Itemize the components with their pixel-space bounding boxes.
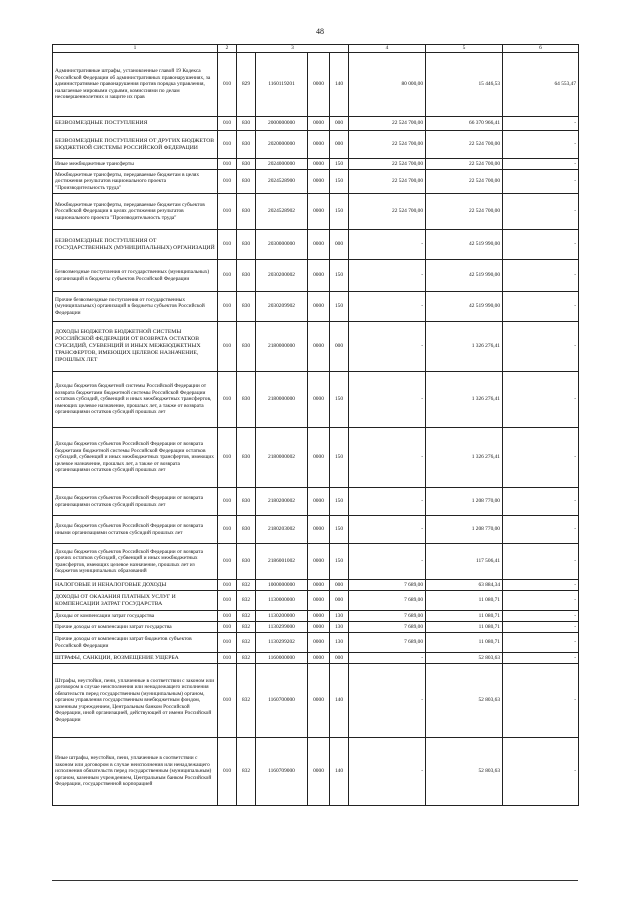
table-row <box>53 591 579 611</box>
budget-code-cell: 2186001002 <box>256 544 308 580</box>
chapter-code-cell: 830 <box>237 117 256 131</box>
program-code-cell: 0000 <box>308 488 330 516</box>
approved-amount-cell: 80 000,00 <box>349 53 426 117</box>
row-name-cell: ДОХОДЫ БЮДЖЕТОВ БЮДЖЕТНОЙ СИСТЕМЫ РОССИЙСКОЙ ФЕДЕРАЦИИ ОТ ВОЗВРАТА ОСТАТКОВ СУБСИДИЙ, СУБВЕНЦИЙ И ИНЫХ МЕЖБЮДЖЕТНЫХ ТРАНСФЕРТОВ, ИМЕЮЩИХ ЦЕЛЕВОЕ НАЗНАЧЕНИЕ, ПРОШЛЫХ ЛЕТ <box>53 322 218 372</box>
budget-code-cell: 1160000000 <box>256 653 308 664</box>
kosgu-code-cell: 000 <box>330 117 349 131</box>
chapter-code-cell: 829 <box>237 53 256 117</box>
table-row <box>53 230 579 260</box>
unexecuted-amount-cell: - <box>503 738 579 806</box>
executed-amount-cell: 1 326 276,41 <box>426 372 503 428</box>
table-row <box>53 159 579 170</box>
budget-code-cell: 2024528902 <box>256 194 308 230</box>
budget-code-cell: 2180000000 <box>256 322 308 372</box>
admin-code-cell: 010 <box>218 372 237 428</box>
executed-amount-cell: 11 080,71 <box>426 591 503 611</box>
table-row <box>53 622 579 633</box>
budget-code-cell: 2000000000 <box>256 117 308 131</box>
table-row <box>53 131 579 159</box>
kosgu-code-cell: 150 <box>330 488 349 516</box>
kosgu-code-cell: 150 <box>330 159 349 170</box>
budget-code-cell: 1160119201 <box>256 53 308 117</box>
chapter-code-cell: 830 <box>237 372 256 428</box>
table-row <box>53 633 579 653</box>
chapter-code-cell: 830 <box>237 544 256 580</box>
executed-amount-cell: 52 803,63 <box>426 653 503 664</box>
unexecuted-amount-cell: - <box>503 488 579 516</box>
kosgu-code-cell: 000 <box>330 322 349 372</box>
program-code-cell: 0000 <box>308 622 330 633</box>
program-code-cell: 0000 <box>308 428 330 488</box>
unexecuted-amount-cell: - <box>503 170 579 194</box>
budget-code-cell: 1130200000 <box>256 611 308 622</box>
unexecuted-amount-cell: - <box>503 591 579 611</box>
executed-amount-cell: 1 208 770,00 <box>426 516 503 544</box>
kosgu-code-cell: 140 <box>330 664 349 738</box>
program-code-cell: 0000 <box>308 633 330 653</box>
chapter-code-cell: 830 <box>237 488 256 516</box>
admin-code-cell: 010 <box>218 633 237 653</box>
row-name-cell: Доходы от компенсации затрат государства <box>53 611 218 622</box>
kosgu-code-cell: 150 <box>330 194 349 230</box>
program-code-cell: 0000 <box>308 117 330 131</box>
table-row <box>53 611 579 622</box>
budget-code-cell: 2180200002 <box>256 488 308 516</box>
executed-amount-cell: 52 803,63 <box>426 738 503 806</box>
admin-code-cell: 010 <box>218 194 237 230</box>
approved-amount-cell: 22 524 700,00 <box>349 194 426 230</box>
budget-code-cell: 2180203002 <box>256 516 308 544</box>
chapter-code-cell: 830 <box>237 159 256 170</box>
kosgu-code-cell: 140 <box>330 53 349 117</box>
approved-amount-cell: - <box>349 260 426 292</box>
table-row <box>53 292 579 322</box>
approved-amount-cell: - <box>349 664 426 738</box>
row-name-cell: БЕЗВОЗМЕЗДНЫЕ ПОСТУПЛЕНИЯ ОТ ДРУГИХ БЮДЖЕТОВ БЮДЖЕТНОЙ СИСТЕМЫ РОССИЙСКОЙ ФЕДЕРАЦИИ <box>53 131 218 159</box>
unexecuted-amount-cell: - <box>503 372 579 428</box>
executed-amount-cell: 15 446,53 <box>426 53 503 117</box>
budget-code-cell: 2180000000 <box>256 372 308 428</box>
table-row <box>53 488 579 516</box>
table-row <box>53 194 579 230</box>
table-row <box>53 580 579 591</box>
kosgu-code-cell: 150 <box>330 292 349 322</box>
kosgu-code-cell: 130 <box>330 622 349 633</box>
approved-amount-cell: 7 689,00 <box>349 611 426 622</box>
executed-amount-cell: 1 326 276,41 <box>426 428 503 488</box>
chapter-code-cell: 830 <box>237 170 256 194</box>
chapter-code-cell: 832 <box>237 611 256 622</box>
approved-amount-cell: - <box>349 488 426 516</box>
executed-amount-cell: 42 519 990,00 <box>426 260 503 292</box>
admin-code-cell: 010 <box>218 580 237 591</box>
table-row <box>53 322 579 372</box>
executed-amount-cell: 22 524 700,00 <box>426 194 503 230</box>
kosgu-code-cell: 130 <box>330 633 349 653</box>
approved-amount-cell: 7 689,00 <box>349 591 426 611</box>
budget-code-cell: 2024000000 <box>256 159 308 170</box>
budget-code-cell: 1160700000 <box>256 664 308 738</box>
approved-amount-cell: 7 689,00 <box>349 622 426 633</box>
executed-amount-cell: 1 208 770,00 <box>426 488 503 516</box>
executed-amount-cell: 42 519 990,00 <box>426 292 503 322</box>
approved-amount-cell: 22 524 700,00 <box>349 170 426 194</box>
admin-code-cell: 010 <box>218 117 237 131</box>
admin-code-cell: 010 <box>218 591 237 611</box>
approved-amount-cell: - <box>349 544 426 580</box>
row-name-cell: Безвозмездные поступления от государственных (муниципальных) организаций в бюджеты субъектов Российской Федерации <box>53 260 218 292</box>
admin-code-cell: 010 <box>218 322 237 372</box>
program-code-cell: 0000 <box>308 194 330 230</box>
chapter-code-cell: 832 <box>237 633 256 653</box>
unexecuted-amount-cell: - <box>503 292 579 322</box>
admin-code-cell: 010 <box>218 653 237 664</box>
kosgu-code-cell: 150 <box>330 516 349 544</box>
admin-code-cell: 010 <box>218 292 237 322</box>
program-code-cell: 0000 <box>308 372 330 428</box>
kosgu-code-cell: 130 <box>330 611 349 622</box>
header-col-5: 5 <box>426 45 503 53</box>
executed-amount-cell: 22 524 700,00 <box>426 131 503 159</box>
program-code-cell: 0000 <box>308 230 330 260</box>
table-row <box>53 117 579 131</box>
budget-code-cell: 1130000000 <box>256 591 308 611</box>
row-name-cell: ШТРАФЫ, САНКЦИИ, ВОЗМЕЩЕНИЕ УЩЕРБА <box>53 653 218 664</box>
program-code-cell: 0000 <box>308 292 330 322</box>
table-header-row <box>53 45 579 53</box>
program-code-cell: 0000 <box>308 591 330 611</box>
row-name-cell: Межбюджетные трансферты, передаваемые бюджетам в целях достижения результатов национального проекта "Производительность труда" <box>53 170 218 194</box>
chapter-code-cell: 832 <box>237 664 256 738</box>
approved-amount-cell: - <box>349 428 426 488</box>
budget-code-cell: 2030000000 <box>256 230 308 260</box>
kosgu-code-cell: 150 <box>330 372 349 428</box>
table-row <box>53 260 579 292</box>
executed-amount-cell: 42 519 990,00 <box>426 230 503 260</box>
program-code-cell: 0000 <box>308 170 330 194</box>
program-code-cell: 0000 <box>308 322 330 372</box>
row-name-cell: Доходы бюджетов бюджетной системы Российской Федерации от возврата бюджетами бюджетной системы Российской Федерации остатков субсидий, субвенций и иных межбюджетных трансфертов, имеющих целевое назначение, прошлых лет, а также от возврата организациями остатков субсидий прошлых лет <box>53 372 218 428</box>
approved-amount-cell: - <box>349 516 426 544</box>
program-code-cell: 0000 <box>308 653 330 664</box>
budget-code-cell: 1130299000 <box>256 622 308 633</box>
row-name-cell: Прочие доходы от компенсации затрат бюджетов субъектов Российской Федерации <box>53 633 218 653</box>
unexecuted-amount-cell: - <box>503 664 579 738</box>
budget-code-cell: 2024528900 <box>256 170 308 194</box>
executed-amount-cell: 11 080,71 <box>426 611 503 622</box>
unexecuted-amount-cell: - <box>503 611 579 622</box>
admin-code-cell: 010 <box>218 230 237 260</box>
admin-code-cell: 010 <box>218 738 237 806</box>
unexecuted-amount-cell: - <box>503 428 579 488</box>
chapter-code-cell: 832 <box>237 738 256 806</box>
executed-amount-cell: 11 080,71 <box>426 633 503 653</box>
admin-code-cell: 010 <box>218 428 237 488</box>
unexecuted-amount-cell: - <box>503 194 579 230</box>
kosgu-code-cell: 000 <box>330 653 349 664</box>
unexecuted-amount-cell: - <box>503 159 579 170</box>
row-name-cell: Иные межбюджетные трансферты <box>53 159 218 170</box>
table-row <box>53 653 579 664</box>
unexecuted-amount-cell: - <box>503 580 579 591</box>
chapter-code-cell: 830 <box>237 194 256 230</box>
chapter-code-cell: 830 <box>237 131 256 159</box>
table-row <box>53 53 579 117</box>
kosgu-code-cell: 000 <box>330 230 349 260</box>
table-row <box>53 544 579 580</box>
chapter-code-cell: 830 <box>237 428 256 488</box>
row-name-cell: Доходы бюджетов субъектов Российской Федерации от возврата прочих остатков субсидий, субвенций и иных межбюджетных трансфертов, имеющих целевое назначение, прошлых лет из бюджетов муниципальных образований <box>53 544 218 580</box>
executed-amount-cell: 117 506,41 <box>426 544 503 580</box>
kosgu-code-cell: 140 <box>330 738 349 806</box>
program-code-cell: 0000 <box>308 738 330 806</box>
kosgu-code-cell: 150 <box>330 260 349 292</box>
chapter-code-cell: 830 <box>237 516 256 544</box>
chapter-code-cell: 832 <box>237 622 256 633</box>
table-row <box>53 664 579 738</box>
row-name-cell: НАЛОГОВЫЕ И НЕНАЛОГОВЫЕ ДОХОДЫ <box>53 580 218 591</box>
chapter-code-cell: 830 <box>237 230 256 260</box>
chapter-code-cell: 832 <box>237 653 256 664</box>
budget-code-cell: 1130299202 <box>256 633 308 653</box>
header-col-3: 3 <box>237 45 349 53</box>
unexecuted-amount-cell: - <box>503 633 579 653</box>
approved-amount-cell: - <box>349 322 426 372</box>
table-row <box>53 516 579 544</box>
budget-code-cell: 2020000000 <box>256 131 308 159</box>
program-code-cell: 0000 <box>308 516 330 544</box>
executed-amount-cell: 1 326 276,41 <box>426 322 503 372</box>
table-row <box>53 372 579 428</box>
unexecuted-amount-cell: - <box>503 622 579 633</box>
executed-amount-cell: 22 524 700,00 <box>426 170 503 194</box>
approved-amount-cell: - <box>349 230 426 260</box>
approved-amount-cell: - <box>349 372 426 428</box>
program-code-cell: 0000 <box>308 159 330 170</box>
kosgu-code-cell: 150 <box>330 544 349 580</box>
kosgu-code-cell: 000 <box>330 131 349 159</box>
chapter-code-cell: 830 <box>237 292 256 322</box>
chapter-code-cell: 830 <box>237 260 256 292</box>
approved-amount-cell: 7 689,00 <box>349 580 426 591</box>
admin-code-cell: 010 <box>218 611 237 622</box>
unexecuted-amount-cell: - <box>503 516 579 544</box>
executed-amount-cell: 66 370 966,41 <box>426 117 503 131</box>
unexecuted-amount-cell: - <box>503 544 579 580</box>
page-bottom-line <box>52 880 578 881</box>
row-name-cell: ДОХОДЫ ОТ ОКАЗАНИЯ ПЛАТНЫХ УСЛУГ И КОМПЕНСАЦИИ ЗАТРАТ ГОСУДАРСТВА <box>53 591 218 611</box>
kosgu-code-cell: 150 <box>330 428 349 488</box>
admin-code-cell: 010 <box>218 664 237 738</box>
chapter-code-cell: 830 <box>237 322 256 372</box>
row-name-cell: Межбюджетные трансферты, передаваемые бюджетам субъектов Российской Федерации в целях достижения результатов национального проекта "Производительность труда" <box>53 194 218 230</box>
table-row <box>53 170 579 194</box>
admin-code-cell: 010 <box>218 260 237 292</box>
budget-code-cell: 2030209902 <box>256 292 308 322</box>
executed-amount-cell: 11 080,71 <box>426 622 503 633</box>
budget-code-cell: 1000000000 <box>256 580 308 591</box>
admin-code-cell: 010 <box>218 53 237 117</box>
budget-code-cell: 2180000002 <box>256 428 308 488</box>
unexecuted-amount-cell: - <box>503 131 579 159</box>
row-name-cell: Иные штрафы, неустойки, пени, уплаченные в соответствии с законом или договором в случае неисполнения или ненадлежащего исполнения обязательств перед государственным (муниципальным) органом, казенным учреждением, Центральным банком Российской Федерации, государственной корпорацией <box>53 738 218 806</box>
unexecuted-amount-cell: - <box>503 260 579 292</box>
admin-code-cell: 010 <box>218 170 237 194</box>
approved-amount-cell: 7 689,00 <box>349 633 426 653</box>
unexecuted-amount-cell: - <box>503 322 579 372</box>
approved-amount-cell: 22 524 700,00 <box>349 159 426 170</box>
row-name-cell: Доходы бюджетов субъектов Российской Федерации от возврата бюджетами бюджетной системы Российской Федерации остатков субсидий, субвенций и иных межбюджетных трансфертов, имеющих целевое назначение, прошлых лет, а также от возврата организациями остатков субсидий прошлых лет <box>53 428 218 488</box>
header-col-4: 4 <box>349 45 426 53</box>
program-code-cell: 0000 <box>308 664 330 738</box>
executed-amount-cell: 22 524 700,00 <box>426 159 503 170</box>
admin-code-cell: 010 <box>218 544 237 580</box>
program-code-cell: 0000 <box>308 544 330 580</box>
unexecuted-amount-cell: 64 553,47 <box>503 53 579 117</box>
row-name-cell: БЕЗВОЗМЕЗДНЫЕ ПОСТУПЛЕНИЯ <box>53 117 218 131</box>
header-col-2: 2 <box>218 45 237 53</box>
table-row <box>53 428 579 488</box>
row-name-cell: Доходы бюджетов субъектов Российской Федерации от возврата иными организациями остатков субсидий прошлых лет <box>53 516 218 544</box>
admin-code-cell: 010 <box>218 159 237 170</box>
budget-code-cell: 1160709000 <box>256 738 308 806</box>
kosgu-code-cell: 150 <box>330 170 349 194</box>
admin-code-cell: 010 <box>218 622 237 633</box>
kosgu-code-cell: 000 <box>330 591 349 611</box>
unexecuted-amount-cell: - <box>503 653 579 664</box>
chapter-code-cell: 832 <box>237 591 256 611</box>
approved-amount-cell: - <box>349 653 426 664</box>
header-col-6: 6 <box>503 45 579 53</box>
unexecuted-amount-cell: - <box>503 230 579 260</box>
approved-amount-cell: 22 524 700,00 <box>349 117 426 131</box>
row-name-cell: Прочие безвозмездные поступления от государственных (муниципальных) организаций в бюджеты субъектов Российской Федерации <box>53 292 218 322</box>
admin-code-cell: 010 <box>218 516 237 544</box>
approved-amount-cell: - <box>349 292 426 322</box>
program-code-cell: 0000 <box>308 53 330 117</box>
admin-code-cell: 010 <box>218 131 237 159</box>
page-number: 48 <box>316 27 324 36</box>
kosgu-code-cell: 000 <box>330 580 349 591</box>
approved-amount-cell: 22 524 700,00 <box>349 131 426 159</box>
row-name-cell: Административные штрафы, установленные главой 19 Кодекса Российской Федерации об административных правонарушениях, за административные правонарушения против порядка управления, налагаемые мировыми судьями, комиссиями по делам несовершеннолетних и защите их прав <box>53 53 218 117</box>
program-code-cell: 0000 <box>308 611 330 622</box>
approved-amount-cell: - <box>349 738 426 806</box>
table-row <box>53 738 579 806</box>
unexecuted-amount-cell: - <box>503 117 579 131</box>
admin-code-cell: 010 <box>218 488 237 516</box>
header-col-1: 1 <box>53 45 218 53</box>
program-code-cell: 0000 <box>308 580 330 591</box>
row-name-cell: БЕЗВОЗМЕЗДНЫЕ ПОСТУПЛЕНИЯ ОТ ГОСУДАРСТВЕННЫХ (МУНИЦИПАЛЬНЫХ) ОРГАНИЗАЦИЙ <box>53 230 218 260</box>
chapter-code-cell: 832 <box>237 580 256 591</box>
program-code-cell: 0000 <box>308 131 330 159</box>
row-name-cell: Прочие доходы от компенсации затрат государства <box>53 622 218 633</box>
row-name-cell: Доходы бюджетов субъектов Российской Федерации от возврата организациями остатков субсидий прошлых лет <box>53 488 218 516</box>
executed-amount-cell: 63 884,34 <box>426 580 503 591</box>
row-name-cell: Штрафы, неустойки, пени, уплаченные в соответствии с законом или договором в случае неисполнения или ненадлежащего исполнения обязательств перед государственным (муниципальным) органом, органом управления государственным внебюджетным фондом, казенным учреждением, Центральным банком Российской Федерации, иной организацией, действующей от имени Российской Федерации <box>53 664 218 738</box>
budget-code-cell: 2030200002 <box>256 260 308 292</box>
program-code-cell: 0000 <box>308 260 330 292</box>
revenue-table <box>52 44 579 806</box>
executed-amount-cell: 52 803,63 <box>426 664 503 738</box>
